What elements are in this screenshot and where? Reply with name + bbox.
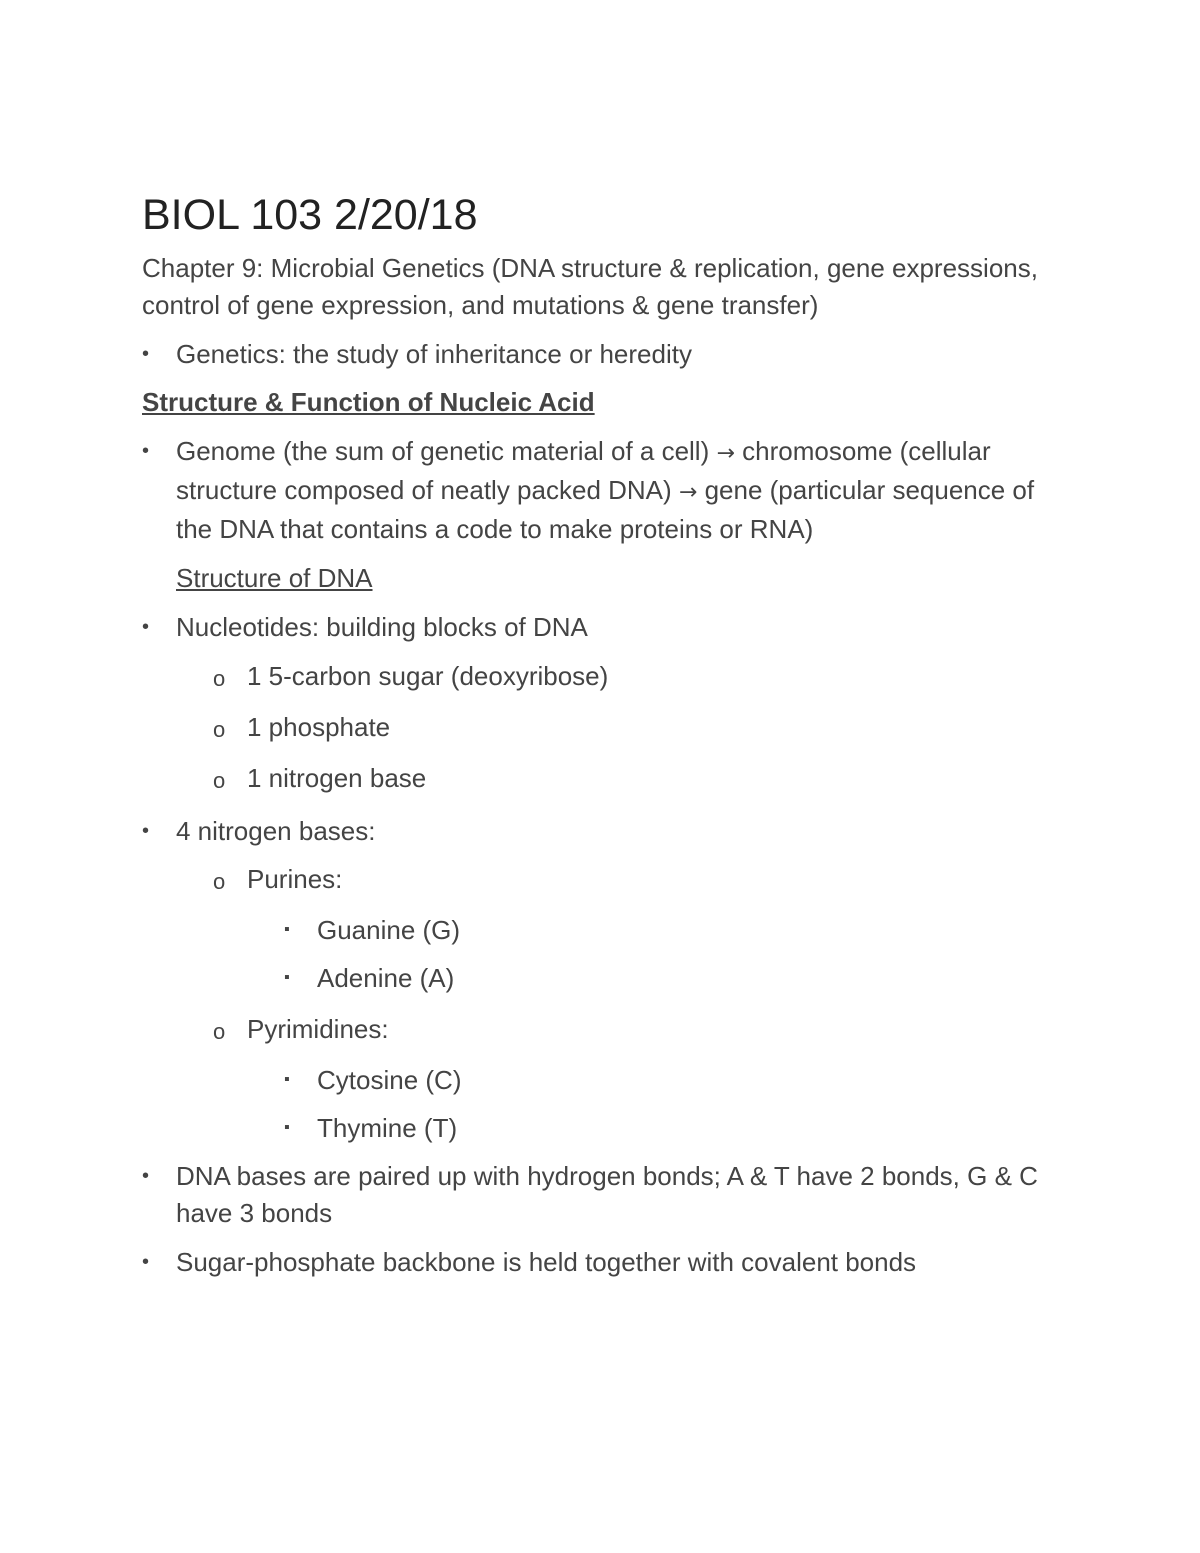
list-item-adenine: [142, 960, 1042, 997]
square-bullet-icon: ▪: [284, 1071, 290, 1088]
bullet-icon: •: [142, 1165, 150, 1187]
list-item-text: Nucleotides: building blocks of DNA: [176, 612, 588, 642]
list-item-text: Purines:: [247, 864, 343, 894]
list-item-text: 1 5-carbon sugar (deoxyribose): [247, 661, 609, 691]
genome-text-part2: chromosome (cellular structure composed of neatly packed DNA): [176, 436, 991, 505]
document-title: BIOL 103 2/20/18: [142, 191, 478, 239]
subsection-heading: Structure of DNA: [176, 563, 373, 593]
chapter-intro: Chapter 9: Microbial Genetics (DNA structure & replication, gene expressions, control of gene expression, and mutations & gene transfer): [142, 253, 1038, 320]
list-item-nucleotides: [142, 609, 1042, 646]
list-item-text: 4 nitrogen bases:: [176, 816, 376, 846]
list-item-genetics: [142, 336, 1042, 373]
square-bullet-icon: ▪: [284, 921, 290, 938]
circle-bullet-icon: o: [213, 1019, 226, 1044]
square-bullet-icon: ▪: [284, 1119, 290, 1136]
list-item-thymine: [142, 1110, 1042, 1147]
list-item-text: Pyrimidines:: [247, 1014, 389, 1044]
bullet-icon: •: [142, 440, 150, 462]
bullet-icon: •: [142, 616, 150, 638]
genome-text-part1: Genome (the sum of genetic material of a cell): [176, 436, 717, 466]
document-page: [142, 190, 1042, 1281]
bullet-icon: •: [142, 1251, 150, 1273]
list-item-pairing: [142, 1158, 1042, 1232]
circle-bullet-icon: o: [213, 717, 226, 742]
list-item-purines: [142, 861, 1042, 898]
square-bullet-icon: ▪: [284, 969, 290, 986]
list-item-text: Guanine (G): [317, 915, 461, 945]
list-item-pyrimidines: [142, 1011, 1042, 1048]
list-item-bases: [142, 813, 1042, 850]
circle-bullet-icon: o: [213, 869, 226, 894]
list-item-sugar: [142, 658, 1042, 695]
list-item-text: Genetics: the study of inheritance or heredity: [176, 339, 692, 369]
section-heading: Structure & Function of Nucleic Acid: [142, 387, 595, 417]
list-item-text: 1 phosphate: [247, 712, 391, 742]
list-item-backbone: [142, 1244, 1042, 1281]
arrow-right-icon: →: [678, 480, 698, 505]
list-item-cytosine: [142, 1062, 1042, 1099]
list-item-text: Adenine (A): [317, 963, 455, 993]
circle-bullet-icon: o: [213, 666, 226, 691]
bullet-icon: •: [142, 343, 150, 365]
list-item-text: 1 nitrogen base: [247, 763, 427, 793]
list-item-text: Thymine (T): [317, 1113, 458, 1143]
circle-bullet-icon: o: [213, 768, 226, 793]
list-item-text: Cytosine (C): [317, 1065, 462, 1095]
list-item-phosphate: [142, 709, 1042, 746]
list-item-nitrogen-base: [142, 760, 1042, 797]
arrow-right-icon: →: [716, 441, 735, 466]
bullet-icon: •: [142, 820, 150, 842]
list-item-text: DNA bases are paired up with hydrogen bonds; A & T have 2 bonds, G & C have 3 bonds: [176, 1161, 1038, 1228]
list-item-text: Sugar-phosphate backbone is held together with covalent bonds: [176, 1247, 917, 1277]
genome-text-part3: gene (particular sequence of the DNA that contains a code to make proteins or RNA): [176, 475, 1035, 544]
list-item-guanine: [142, 912, 1042, 949]
list-item-genome: [142, 433, 1042, 548]
